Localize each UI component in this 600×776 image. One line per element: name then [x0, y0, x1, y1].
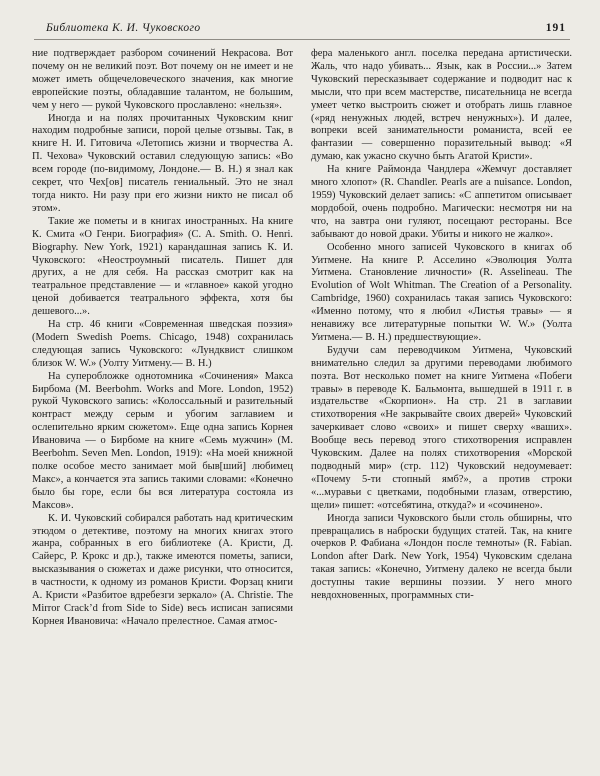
paragraph: На суперобложке однотомника «Сочинения» Макса Бирбома (M. Beerbohm. Works and More. London, 1952) рукой Чуковского запись: «Колоссальный и разительный контраст между серым и убогим заглавием и ослепительно ярким сюжетом». Еще одна запись Корнея Ивановича — о Бирбоме на книге «Семь мужчин» (M. Beerbohm. Seven Men. London, 1919): «На моей книжной полке особое место занимает мой быв[ший] любимец Макс», а кончается эта запись такими словами: «Конечно было бы горе, если бы вся литература состояла из Максов».	[32, 370, 293, 511]
paragraph: Иногда и на полях прочитанных Чуковским книг находим подробные записи, порой целые отзывы. Так, в книге Н. И. Гитовича «Летопись жизни и творчества А. П. Чехова» Чуковский оставил следующую запись: «Во всем городе (по-видимому, Лондоне.— В. Н.) я знал как секрет, что Чех[ов] писатель гениальный. Это не знал тогда никто. Ни разу при его жизни никто не писал об этом».	[32, 112, 293, 214]
paragraph: Такие же пометы и в книгах иностранных. На книге К. Смита «О Генри. Биография» (C. A. Smith. O. Henri. Biography. New York, 1921) карандашная запись К. И. Чуковского: «Неостроумный писатель. Пишет для других, а не для себя. На рассказ смотрит как на театральное представление — и «главное» какой угодно ценой добивается театрального эффекта, хотя бы дешевого...».	[32, 215, 293, 318]
paragraph: фера маленького англ. поселка передана артистически. Жаль, что надо убивать... Язык, как в России...» Затем Чуковский пересказывает содержание и подводит нас к мысли, что при всем мастерстве, писательница не всегда умеет четко выстроить сюжет и отобрать лишь главное («ряд ненужных людей, встреч ненужных»). И далее, вопреки всей занимательности романиста, всей ее фантазии — совершенно поразительный вывод: «Я думаю, как ужасно скучно быть Агатой Кристи».	[311, 48, 572, 163]
paragraph: На стр. 46 книги «Современная шведская поэзия» (Modern Swedish Poems. Chicago, 1948) сохранилась следующая запись Чуковского: «Лундквист слишком близок W. W.» (Уолту Уитмену.— В. Н.)	[32, 319, 293, 369]
right-column	[311, 48, 572, 629]
paragraph: ние подтверждает разбором сочинений Некрасова. Вот почему он не великий поэт. Вот почему он не имеет и не может иметь общечеловеческого значения, как многие европейские поэты, обладавшие талантом, не большим, чем у него — рукой Чуковского прославлено: «нельзя».	[32, 48, 293, 111]
paragraph: Будучи сам переводчиком Уитмена, Чуковский внимательно следил за другими переводами любимого поэта. Вот несколько помет на книге Уитмена «Побеги травы» в переводе К. Бальмонта, вышедшей в 1911 г. в издательстве «Скорпион». На стр. 21 в заглавии стихотворения «Не закрывайте своих дверей» Чуковский зачеркивает слово «своих» и пишет сверху «ваших». Вообще весь перевод этого стихотворения исправлен Чуковским. Далее на полях стихотворения «Морской подводный мир» (стр. 112) Чуковский недоумевает: «Почему 5-ти стопный ямб?», а против строки «...муравьи с цветками, подобными глазам, отверстию, щели» пишет: «отсебятина, откуда?» и «сочинено».	[311, 344, 572, 511]
paragraph: Иногда записи Чуковского были столь обширны, что превращались в наброски будущих статей. Так, на книге очерков Р. Фабиана «Лондон после темноты» (R. Fabian. London after Dark. New York, 1954) Чуковским сделана такая запись: «Конечно, Уитмену далеко не всегда были доступны такие вершины поэзии. У него много невдохновенных, программных сти-	[311, 512, 572, 602]
paragraph: Особенно много записей Чуковского в книгах об Уитмене. На книге Р. Асселино «Эволюция Уолта Уитмена. Становление личности» (R. Asselineau. The Evolution of Wolt Whitman. The Creation of a Personality. Cambridge, 1960) сохранилась такая запись Чуковского: «Именно потому, что я любил «Листья травы» — я ненавижу все литературные попытки W. W.» (Уолта Уитмена.— В. Н.) предшествующие».	[311, 241, 572, 343]
left-column	[32, 48, 293, 629]
header-rule	[34, 39, 570, 40]
running-title: Библиотека К. И. Чуковского	[46, 22, 201, 34]
paragraph: На книге Раймонда Чандлера «Жемчуг доставляет много хлопот» (R. Chandler. Pearls are a nuisance. London, 1959) Чуковский делает запись: «С аппетитом описывает мордобой, очень подробно. Магически: несмотря ни на что, на завтра они гуляют, посещают рестораны. Все забывают до новой драки. Убиты и никого не жалко».	[311, 164, 572, 240]
page-number: 191	[545, 22, 566, 34]
paragraph: К. И. Чуковский собирался работать над критическим этюдом о детективе, поэтому на многих книгах этого жанра, собранных в его библиотеке (А. Кристи, Д. Сайерс, Р. Крокс и др.), также имеются пометы, записи, высказывания о сюжетах и даже рисунки, что относится, в частности, к одному из романов Кристи. Форзац книги А. Кристи «Разбитое вдребезги зеркало» (A. Christie. The Mirror Crack’d from Side to Side) весь исписан записями Корнея Ивановича: «Начало прелестное. Самая атмос-	[32, 512, 293, 627]
page-header	[32, 22, 572, 39]
text-columns	[32, 48, 572, 629]
